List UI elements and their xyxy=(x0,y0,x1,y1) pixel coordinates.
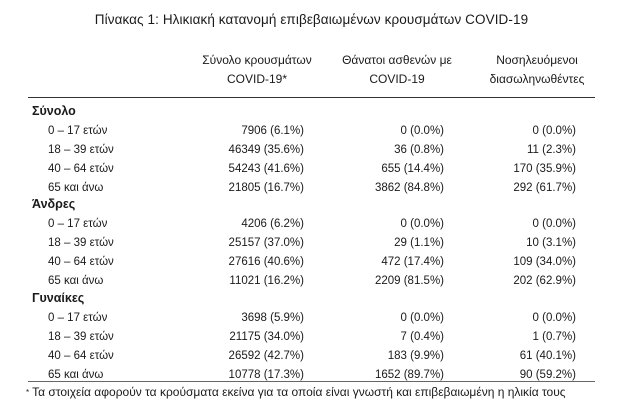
intubated-cell: 0 (0.0%) xyxy=(532,312,576,324)
total-cases-cell: 3698 (5.9%) xyxy=(241,312,304,324)
deaths-cell: 655 (14.4%) xyxy=(381,163,444,175)
total-cases-cell: 27616 (40.6%) xyxy=(228,256,304,268)
column-header-line: διασωληνωθέντες xyxy=(489,72,585,86)
deaths-cell: 29 (1.1%) xyxy=(394,237,444,249)
column-header-deaths xyxy=(322,51,472,89)
table-row xyxy=(0,216,623,233)
column-header-intubated xyxy=(462,51,612,89)
footer-divider xyxy=(28,381,595,382)
table-row xyxy=(0,123,623,140)
deaths-cell: 7 (0.4%) xyxy=(400,331,444,343)
intubated-cell: 202 (62.9%) xyxy=(513,275,576,287)
intubated-cell: 1 (0.7%) xyxy=(532,331,576,343)
deaths-cell: 183 (9.9%) xyxy=(387,350,444,362)
column-header-line: COVID-19* xyxy=(226,72,288,86)
age-cell: 18 – 39 ετών xyxy=(48,144,114,156)
footnote-marker: * xyxy=(26,388,30,397)
footnote xyxy=(26,384,616,401)
total-cases-cell: 25157 (37.0%) xyxy=(228,237,304,249)
table-row xyxy=(0,254,623,271)
table-row xyxy=(0,180,623,197)
intubated-cell: 109 (34.0%) xyxy=(513,256,576,268)
deaths-cell: 2209 (81.5%) xyxy=(374,275,444,287)
intubated-cell: 0 (0.0%) xyxy=(532,218,576,230)
total-cases-cell: 26592 (42.7%) xyxy=(228,350,304,362)
group-label: Άνδρες xyxy=(32,197,76,211)
total-cases-cell: 21175 (34.0%) xyxy=(229,331,304,343)
table-row xyxy=(0,348,623,365)
table-row xyxy=(0,273,623,290)
age-cell: 0 – 17 ετών xyxy=(48,125,108,137)
header-divider xyxy=(28,97,595,98)
total-cases-cell: 46349 (35.6%) xyxy=(228,144,304,156)
age-cell: 65 και άνω xyxy=(48,369,104,381)
total-cases-cell: 4206 (6.2%) xyxy=(241,218,304,230)
total-cases-cell: 21805 (16.7%) xyxy=(228,182,304,194)
total-cases-cell: 54243 (41.6%) xyxy=(228,163,304,175)
column-header-line: COVID-19 xyxy=(369,72,425,86)
intubated-cell: 61 (40.1%) xyxy=(519,350,576,362)
age-cell: 65 και άνω xyxy=(48,275,104,287)
deaths-cell: 1652 (89.7%) xyxy=(374,369,444,381)
age-cell: 65 και άνω xyxy=(48,182,104,194)
column-header-line: Θάνατοι ασθενών με xyxy=(342,53,452,67)
age-cell: 40 – 64 ετών xyxy=(48,163,114,175)
age-cell: 18 – 39 ετών xyxy=(48,237,114,249)
deaths-cell: 3862 (84.8%) xyxy=(374,182,444,194)
age-cell: 0 – 17 ετών xyxy=(48,312,108,324)
table-row xyxy=(0,329,623,346)
intubated-cell: 170 (35.9%) xyxy=(513,163,576,175)
deaths-cell: 472 (17.4%) xyxy=(381,256,444,268)
intubated-cell: 0 (0.0%) xyxy=(532,125,576,137)
footnote-text: Τα στοιχεία αφορούν τα κρούσματα εκείνα για τα οποία είναι γνωστή και επιβεβαιωμένη η ηλικία τους xyxy=(32,385,566,399)
group-label: Γυναίκες xyxy=(32,291,85,305)
age-cell: 40 – 64 ετών xyxy=(48,350,114,362)
table-title: Πίνακας 1: Ηλικιακή κατανομή επιβεβαιωμένων κρουσμάτων COVID-19 xyxy=(94,12,529,27)
deaths-cell: 0 (0.0%) xyxy=(400,125,444,137)
age-cell: 18 – 39 ετών xyxy=(48,331,114,343)
table-row xyxy=(0,235,623,252)
total-cases-cell: 11021 (16.2%) xyxy=(229,275,304,287)
deaths-cell: 0 (0.0%) xyxy=(400,218,444,230)
column-header-line: Νοσηλευόμενοι xyxy=(496,53,578,67)
intubated-cell: 292 (61.7%) xyxy=(513,182,576,194)
intubated-cell: 90 (59.2%) xyxy=(519,369,576,381)
intubated-cell: 11 (2.3%) xyxy=(526,144,576,156)
table-row xyxy=(0,142,623,159)
total-cases-cell: 10778 (17.3%) xyxy=(228,369,304,381)
column-header-total-cases xyxy=(182,51,332,89)
deaths-cell: 36 (0.8%) xyxy=(394,144,444,156)
age-cell: 0 – 17 ετών xyxy=(48,218,108,230)
age-cell: 40 – 64 ετών xyxy=(48,256,114,268)
group-label: Σύνολο xyxy=(32,104,76,118)
table-row xyxy=(0,161,623,178)
table-row xyxy=(0,310,623,327)
deaths-cell: 0 (0.0%) xyxy=(400,312,444,324)
intubated-cell: 10 (3.1%) xyxy=(526,237,576,249)
column-header-line: Σύνολο κρουσμάτων xyxy=(202,53,312,67)
total-cases-cell: 7906 (6.1%) xyxy=(241,125,304,137)
